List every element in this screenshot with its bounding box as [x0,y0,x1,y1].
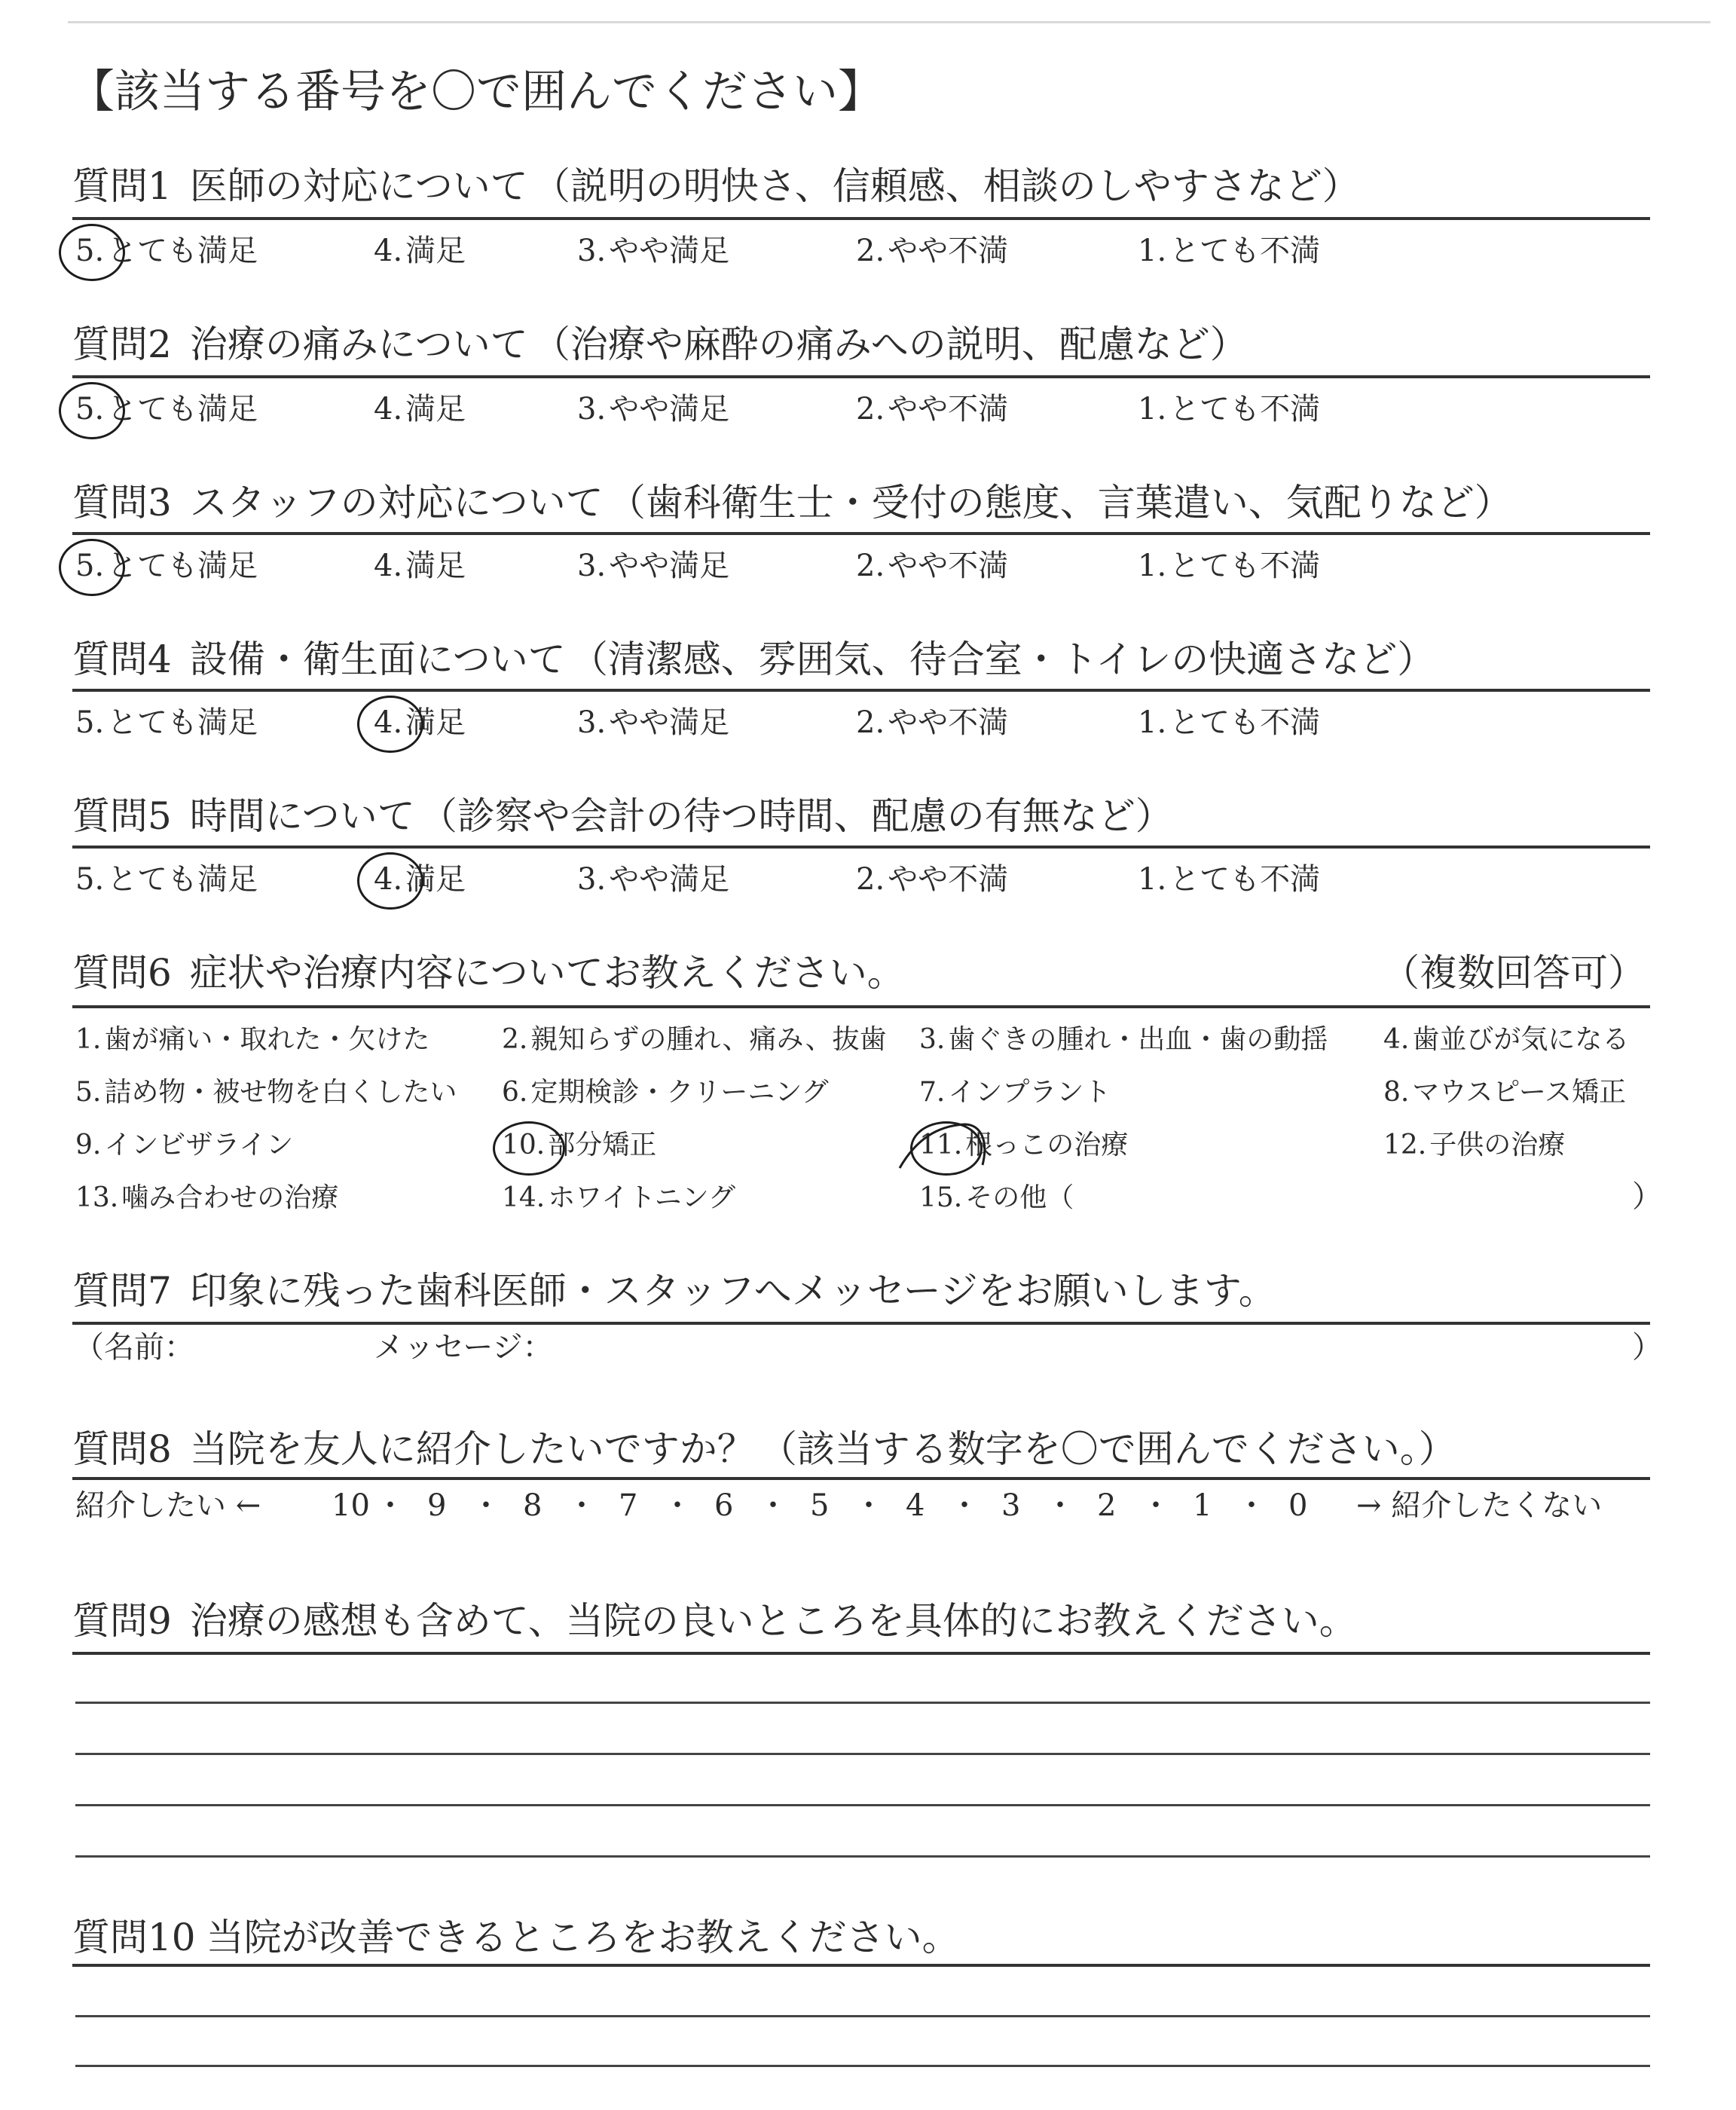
treatment-option-label: 根っこの治療 [965,1130,1129,1160]
scale-option-number: 5. [75,234,105,268]
recommend-score[interactable]: 1 [1193,1488,1212,1523]
scale-option-label: とても満足 [107,549,258,583]
question-9-heading [72,1599,1362,1643]
treatment-option-number: 14. [502,1182,546,1213]
treatment-option-label: ホワイトニング [548,1182,736,1213]
recommend-score[interactable]: 9 [427,1488,447,1523]
question-4-options [75,700,1653,745]
question-1-number: 質問1 [72,164,172,208]
treatment-option-number: 12. [1383,1130,1427,1160]
question-9-text: 治療の感想も含めて、当院の良いところを具体的にお教えください。 [189,1599,1357,1643]
question-3-text: スタッフの対応について [189,481,604,524]
scale-option-label: やや満足 [609,862,730,897]
scale-option[interactable] [856,700,1008,745]
question-6-note: （複数回答可） [1382,951,1646,995]
scale-option-label: とても不満 [1169,705,1321,740]
question-5-note: （診察や会計の待つ時間、配慮の有無など） [419,794,1173,838]
score-separator: ・ [1236,1488,1267,1523]
recommend-score[interactable]: 2 [1097,1488,1117,1523]
scale-option-label: 満足 [405,549,466,583]
score-separator: ・ [1045,1488,1075,1523]
scale-option-number: 4. [374,549,403,583]
scale-option[interactable] [856,543,1008,589]
question-7-number: 質問7 [72,1269,172,1313]
treatment-option-number: 4. [1383,1024,1410,1055]
scale-option[interactable] [577,700,729,745]
question-4-number: 質問4 [72,638,172,681]
scale-option-label: とても満足 [107,862,258,897]
answer-line [75,1753,1650,1755]
scale-option-label: とても満足 [107,705,258,740]
treatment-option-label: インプラント [948,1077,1111,1108]
scale-option-label: やや不満 [888,234,1009,268]
scale-option-label: やや満足 [609,234,730,268]
scale-option-number: 3. [577,549,607,583]
question-10-number: 質問10 [72,1916,196,1959]
scale-option[interactable] [856,228,1008,274]
treatment-option-number: 15. [919,1182,963,1213]
scale-option-number: 1. [1138,705,1167,740]
scale-option-label: やや不満 [888,392,1009,427]
treatment-option[interactable] [75,1179,338,1218]
scale-option[interactable] [374,700,466,745]
treatment-option-number: 5. [75,1077,102,1108]
scale-option-number: 2. [856,549,885,583]
scale-option[interactable] [577,387,729,432]
scale-option-label: やや満足 [609,392,730,427]
recommend-left-label: 紹介したい ← [75,1488,261,1523]
question-1-options [75,228,1653,274]
scale-option-number: 4. [374,705,403,740]
scale-option[interactable] [1138,700,1320,745]
question-9-rule [72,1652,1650,1655]
treatment-option-number: 7. [919,1077,946,1108]
scale-option-number: 5. [75,705,105,740]
scale-option-number: 5. [75,392,105,427]
scale-option[interactable] [75,387,258,432]
question-8-rule [72,1477,1650,1480]
treatment-option-label: 子供の治療 [1429,1130,1566,1160]
question-5-text: 時間について [189,794,415,838]
scale-option[interactable] [374,228,466,274]
question-6-rule [72,1005,1650,1008]
scale-option-number: 3. [577,862,607,897]
scale-option-label: 満足 [405,862,466,897]
scale-option[interactable] [856,387,1008,432]
scale-option-label: とても不満 [1169,392,1321,427]
treatment-option-label: マウスピース矯正 [1412,1077,1627,1108]
scale-option-number: 4. [374,862,403,897]
question-1-rule [72,217,1650,220]
treatment-option[interactable] [502,1179,735,1218]
question-2-heading [72,323,1248,366]
treatment-option-label: 噛み合わせの治療 [121,1182,339,1213]
scale-option-label: やや不満 [888,862,1009,897]
treatment-option-number: 13. [75,1182,119,1213]
recommend-right-label: → 紹介したくない [1356,1488,1603,1523]
scale-option[interactable] [75,857,258,902]
question-2-note: （治療や麻酔の痛みへの説明、配慮など） [532,323,1248,366]
question-6-heading [72,951,909,995]
scale-option-label: 満足 [405,392,466,427]
question-2-options [75,387,1653,432]
recommend-score[interactable]: 7 [619,1488,638,1523]
question-2-rule [72,375,1650,378]
question-6-number: 質問6 [72,951,172,995]
question-6-text: 症状や治療内容についてお教えください。 [189,951,905,995]
score-separator: ・ [949,1488,980,1523]
recommend-score[interactable]: 0 [1288,1488,1308,1523]
scale-option[interactable] [374,387,466,432]
score-separator: ・ [758,1488,788,1523]
recommend-score[interactable]: 10 [332,1488,370,1523]
page-title: 【該当する番号を〇で囲んでください】 [69,66,883,118]
answer-line [75,1804,1650,1806]
treatment-option-label: 定期検診・クリーニング [530,1077,829,1108]
treatment-option-label: インビザライン [104,1130,294,1160]
treatment-option-number: 6. [502,1077,528,1108]
question-4-rule [72,689,1650,692]
question-10-heading [72,1916,964,1959]
question-1-text: 医師の対応について [189,164,528,208]
question-3-rule [72,532,1650,535]
scale-option-label: とても不満 [1169,234,1321,268]
scale-option-number: 2. [856,234,885,268]
answer-line [75,1855,1650,1858]
treatment-option[interactable] [1383,1020,1629,1060]
question-9-number: 質問9 [72,1599,172,1643]
scale-option-label: とても満足 [107,392,258,427]
question-3-number: 質問3 [72,481,172,524]
question-10-rule [72,1964,1650,1967]
scale-option[interactable] [1138,857,1320,902]
scale-option-number: 1. [1138,549,1167,583]
score-separator: ・ [567,1488,597,1523]
scale-option-number: 2. [856,392,885,427]
question-3-options [75,543,1653,589]
score-separator: ・ [375,1488,405,1523]
scale-option-label: とても不満 [1169,862,1321,897]
recommend-score[interactable]: 5 [810,1488,830,1523]
answer-line [75,2065,1650,2067]
question-3-note: （歯科衛生士・受付の態度、言葉遣い、気配りなど） [607,481,1512,524]
treatment-option[interactable] [502,1126,656,1165]
treatment-option[interactable] [919,1126,1128,1165]
score-separator: ・ [1141,1488,1171,1523]
scale-option[interactable] [1138,387,1320,432]
treatment-option[interactable] [919,1073,1111,1112]
scale-option[interactable] [374,857,466,902]
scale-option-number: 2. [856,705,885,740]
question-2-text: 治療の痛みについて [189,323,528,366]
question-8-text: 当院を友人に紹介したいですか？ [189,1427,755,1471]
question-6-options [75,1020,1653,1213]
scale-option-number: 4. [374,392,403,427]
question-8-heading [72,1427,1456,1471]
treatment-option-number: 8. [1383,1077,1410,1108]
question-5-number: 質問5 [72,794,172,838]
question-6-close-paren: ） [1632,1179,1662,1214]
scale-option-label: 満足 [405,234,466,268]
treatment-option[interactable] [1383,1073,1626,1112]
treatment-option-number: 3. [919,1024,946,1055]
treatment-option-label: 歯並びが気になる [1412,1024,1630,1055]
question-4-text: 設備・衛生面について [189,638,566,681]
question-5-heading [72,794,1173,838]
scale-option[interactable] [75,543,258,589]
treatment-option[interactable] [75,1020,429,1060]
recommendation-scale [75,1483,1653,1528]
treatment-option-label: 歯ぐきの腫れ・出血・歯の動揺 [948,1024,1328,1055]
treatment-option-number: 11. [919,1130,963,1160]
treatment-option-label: 親知らずの腫れ、痛み、抜歯 [530,1024,887,1055]
scale-option[interactable] [1138,228,1320,274]
question-7-text: 印象に残った歯科医師・スタッフへメッセージをお願いします。 [189,1269,1276,1313]
recommend-score[interactable]: 6 [714,1488,734,1523]
scale-option[interactable] [577,543,729,589]
question-1-heading [72,164,1360,208]
question-4-note: （清潔感、雰囲気、待合室・トイレの快適さなど） [570,638,1435,681]
scale-option-number: 3. [577,392,607,427]
scale-option-number: 1. [1138,392,1167,427]
recommend-score[interactable]: 8 [523,1488,542,1523]
name-label: （名前： [74,1330,194,1365]
scale-option-number: 5. [75,862,105,897]
recommend-score[interactable]: 4 [906,1488,925,1523]
scale-option-label: やや満足 [609,549,730,583]
treatment-option[interactable] [502,1020,887,1060]
score-separator: ・ [662,1488,692,1523]
treatment-option-number: 2. [502,1024,528,1055]
scale-option-number: 3. [577,705,607,740]
question-5-options [75,857,1653,902]
question-1-note: （説明の明快さ、信頼感、相談のしやすさなど） [532,164,1360,208]
question-7-rule [72,1322,1650,1325]
scale-option[interactable] [577,228,729,274]
scale-option-label: とても不満 [1169,549,1321,583]
scale-option[interactable] [856,857,1008,902]
scale-option-number: 1. [1138,862,1167,897]
message-label: メッセージ： [374,1330,553,1365]
treatment-option[interactable] [1383,1126,1565,1165]
treatment-option[interactable] [919,1020,1328,1060]
score-separator: ・ [471,1488,501,1523]
question-8-number: 質問8 [72,1427,172,1471]
treatment-option[interactable] [75,1126,293,1165]
scale-option[interactable] [577,857,729,902]
treatment-option-number: 1. [75,1024,102,1055]
question-3-heading [72,481,1512,524]
scale-option-number: 1. [1138,234,1167,268]
question-7-close-paren: ） [1632,1330,1662,1365]
scale-option[interactable] [374,543,466,589]
question-10-text: 当院が改善できるところをお教えください。 [206,1916,960,1959]
question-8-note: （該当する数字を〇で囲んでください。） [759,1427,1456,1471]
scale-option-label: やや満足 [609,705,730,740]
scale-option[interactable] [75,700,258,745]
treatment-option-number: 10. [502,1130,546,1160]
scale-option-number: 5. [75,549,105,583]
scale-option[interactable] [1138,543,1320,589]
scale-option[interactable] [75,228,258,274]
treatment-option-number: 9. [75,1130,102,1160]
treatment-option[interactable] [75,1073,457,1112]
scale-option-label: とても満足 [107,234,258,268]
question-2-number: 質問2 [72,323,172,366]
treatment-option-label: 部分矯正 [548,1130,657,1160]
treatment-option-label: 詰め物・被せ物を白くしたい [104,1077,457,1108]
answer-line [75,1702,1650,1704]
scale-option-number: 2. [856,862,885,897]
treatment-option[interactable] [502,1073,829,1112]
scale-option-label: 満足 [405,705,466,740]
top-edge-rule [68,21,1710,23]
score-separator: ・ [854,1488,884,1523]
treatment-option-label: その他（ [965,1182,1074,1213]
treatment-option-label: 歯が痛い・取れた・欠けた [104,1024,430,1055]
treatment-option[interactable] [919,1179,1074,1218]
scale-option-number: 4. [374,234,403,268]
answer-line [75,2015,1650,2017]
recommend-score[interactable]: 3 [1001,1488,1021,1523]
question-4-heading [72,638,1435,681]
scale-option-label: やや不満 [888,705,1009,740]
scale-option-number: 3. [577,234,607,268]
question-7-heading [72,1269,1281,1313]
scale-option-label: やや不満 [888,549,1009,583]
question-5-rule [72,846,1650,849]
